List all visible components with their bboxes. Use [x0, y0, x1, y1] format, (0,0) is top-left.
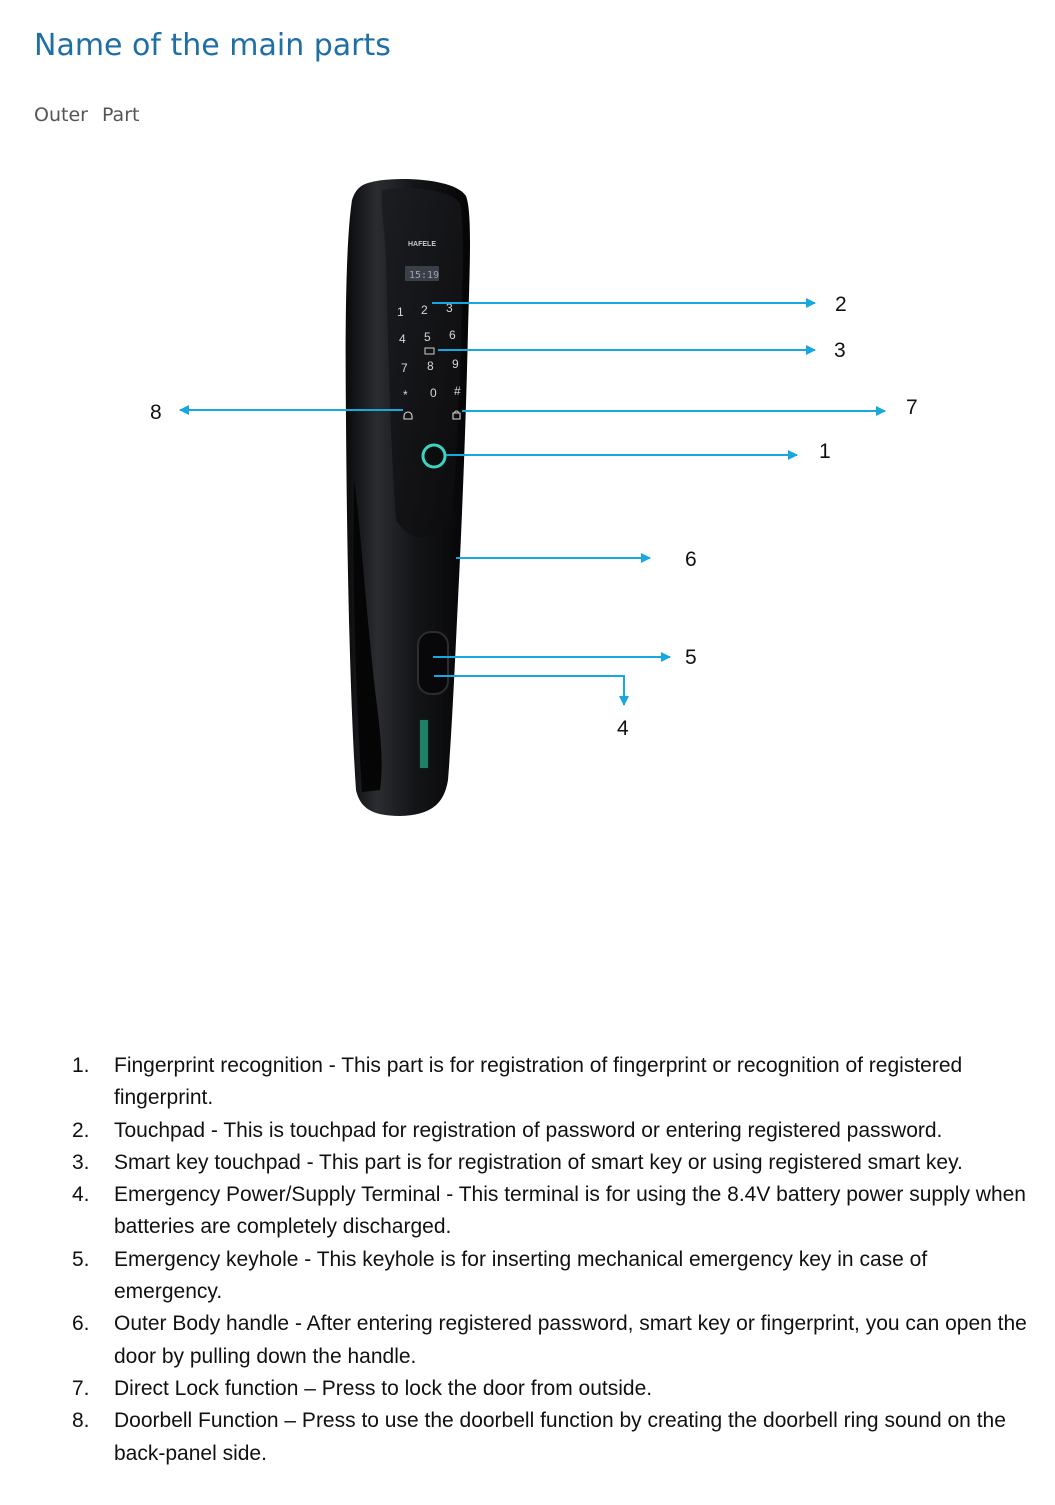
section-subtitle	[34, 104, 153, 126]
key-star[interactable]: *	[403, 388, 408, 402]
parts-list	[0, 1050, 1055, 1470]
door-lock-device	[346, 179, 470, 816]
list-item	[0, 1308, 1055, 1373]
callout-numbers	[150, 293, 918, 740]
list-item	[0, 1244, 1055, 1309]
list-item	[0, 1179, 1055, 1244]
list-text: Direct Lock function – Press to lock the door from outside.	[114, 1376, 653, 1400]
key-5[interactable]: 5	[424, 330, 431, 344]
key-2[interactable]: 2	[421, 303, 428, 317]
list-text: Smart key touchpad - This part is for registration of smart key or using registered smart key.	[114, 1150, 963, 1174]
key-7[interactable]: 7	[401, 361, 408, 375]
list-number: 2.	[72, 1118, 90, 1142]
list-number: 7.	[72, 1376, 90, 1400]
callout-8: 8	[150, 401, 162, 424]
parts-diagram	[0, 150, 1055, 850]
key-1[interactable]: 1	[397, 305, 404, 319]
list-text: Emergency Power/Supply Terminal - This terminal is for using the 8.4V battery power supply when batteries are completely discharged.	[114, 1183, 1026, 1239]
list-text: Outer Body handle - After entering registered password, smart key or fingerprint, you can open the door by pulling down the handle.	[114, 1312, 1027, 1368]
key-3[interactable]: 3	[446, 301, 453, 315]
list-item	[0, 1405, 1055, 1470]
list-number: 4.	[72, 1183, 90, 1207]
list-number: 6.	[72, 1312, 90, 1336]
key-hash[interactable]: #	[454, 384, 461, 398]
callout-6: 6	[685, 548, 697, 571]
list-text: Fingerprint recognition - This part is for registration of fingerprint or recognition of registered fingerprint.	[114, 1054, 963, 1110]
list-number: 1.	[72, 1054, 90, 1077]
list-number: 8.	[72, 1409, 90, 1433]
list-item	[0, 1115, 1055, 1147]
list-text: Doorbell Function – Press to use the doorbell function by creating the doorbell ring sound on the back-panel side.	[114, 1409, 1006, 1465]
led-strip	[418, 718, 430, 770]
callout-arrows	[180, 303, 885, 705]
callout-4: 4	[617, 717, 629, 740]
arrow-4	[434, 676, 624, 705]
callout-1: 1	[819, 440, 831, 463]
brand-logo: HAFELE	[408, 241, 436, 248]
list-number: 3.	[72, 1150, 90, 1174]
list-text: Touchpad - This is touchpad for registration of password or entering registered password.	[114, 1118, 943, 1142]
list-item	[0, 1050, 1055, 1115]
callout-3: 3	[834, 339, 846, 362]
subtitle-word: Part	[101, 104, 140, 126]
callout-7: 7	[906, 396, 918, 419]
list-text: Emergency keyhole - This keyhole is for inserting mechanical emergency key in case of emergency.	[114, 1247, 928, 1304]
list-item	[0, 1373, 1055, 1405]
key-0[interactable]: 0	[430, 386, 437, 400]
emergency-keyhole[interactable]	[418, 632, 448, 694]
key-9[interactable]: 9	[452, 357, 459, 371]
page-title: Name of the main parts	[34, 28, 391, 64]
list-item	[0, 1147, 1055, 1179]
key-6[interactable]: 6	[449, 328, 456, 342]
fingerprint-sensor-icon[interactable]	[423, 445, 445, 467]
subtitle-word: Outer	[34, 104, 88, 126]
lcd-time: 15:19	[409, 270, 440, 281]
key-4[interactable]: 4	[399, 332, 406, 346]
callout-5: 5	[685, 646, 697, 669]
key-8[interactable]: 8	[427, 359, 434, 373]
callout-2: 2	[835, 293, 847, 316]
list-number: 5.	[72, 1247, 90, 1271]
